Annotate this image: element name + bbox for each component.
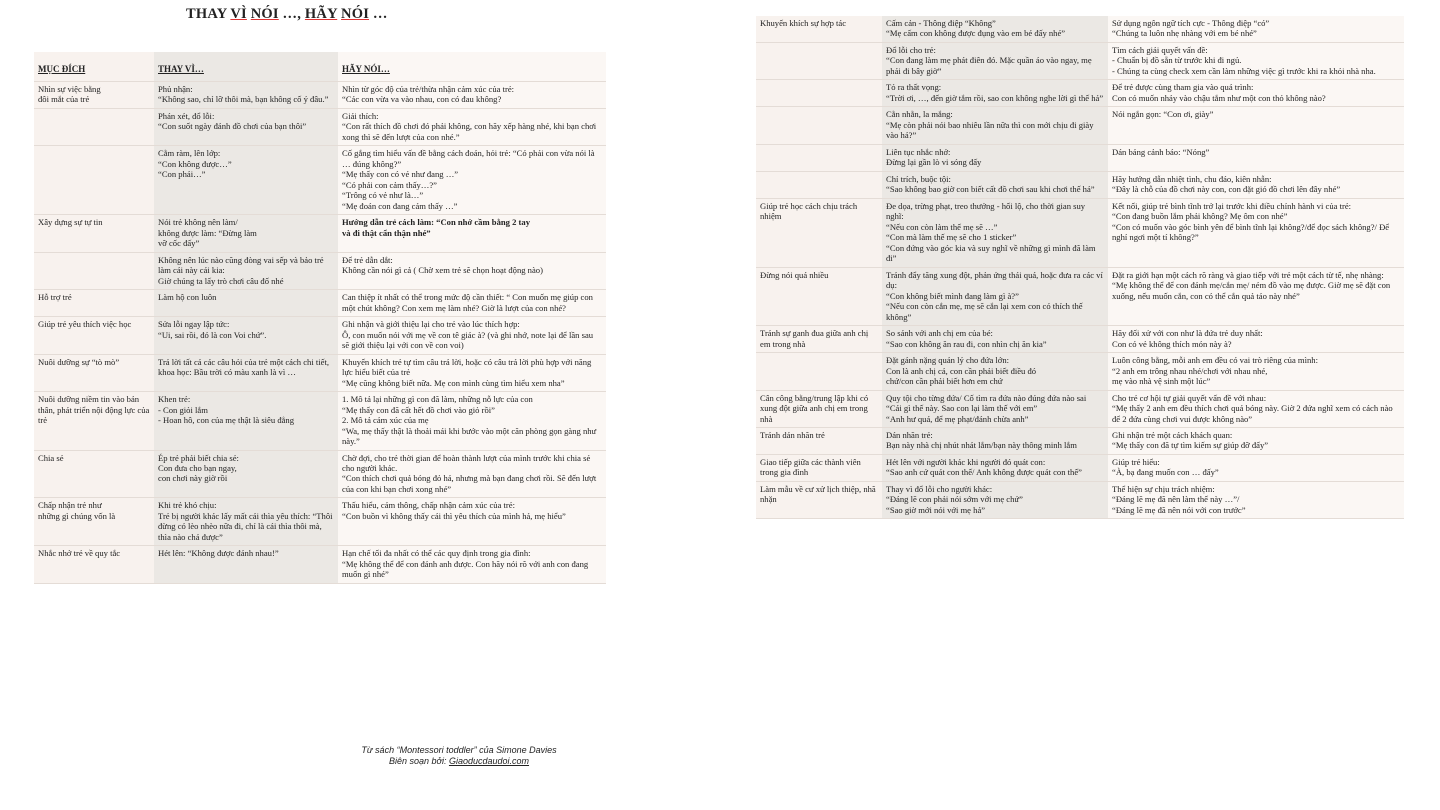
instead-cell — [882, 80, 1108, 107]
purpose-cell-text: Nuôi dưỡng niềm tin vào bản thân, phát triển nội động lực của trẻ — [38, 394, 150, 426]
title-part: NÓI — [341, 6, 370, 22]
purpose-cell — [756, 454, 882, 481]
purpose-cell-text: Nhắc nhở trẻ về quy tắc — [38, 548, 121, 559]
say-cell — [1108, 42, 1404, 79]
instead-cell — [882, 353, 1108, 390]
table-row — [756, 481, 1404, 518]
instead-cell — [882, 390, 1108, 427]
table-row — [756, 171, 1404, 198]
say-cell-text: Hướng dẫn trẻ cách làm: “Con nhớ cầm bằng 2 tay và đi thật cẩn thận nhé” — [342, 217, 530, 238]
table-row — [34, 392, 606, 450]
say-cell — [1108, 267, 1404, 325]
say-cell-text: Thể hiện sự chịu trách nhiệm: “Đáng lẽ mẹ đã nên làm thế này …”/ “Đáng lẽ mẹ đã nên nói với con trước” — [1112, 483, 1246, 515]
say-cell — [1108, 80, 1404, 107]
instead-cell — [882, 427, 1108, 454]
table-row — [34, 546, 606, 583]
right-page — [750, 0, 1404, 810]
header-say: HÃY NÓI… — [338, 52, 606, 81]
say-cell-text: Khuyến khích trẻ tự tìm câu trả lời, hoặc có câu trả lời phù hợp với năng lực hiểu biết của trẻ “Mẹ cũng không biết nữa. Mẹ con mình cùng tìm hiểu xem nha” — [342, 356, 592, 388]
purpose-cell — [34, 215, 154, 252]
purpose-cell — [34, 108, 154, 145]
credit-site-suffix: .com — [509, 756, 530, 767]
table-row — [756, 16, 1404, 42]
say-cell-text: Chờ đợi, cho trẻ thời gian để hoàn thành lượt của mình trước khi chia sẻ cho người khác. “Con thích chơi quả bóng đỏ hả, nhưng mà bạn đang chơi rồi. Sẽ đến lượt của con khi bạn chơi xong nhé” — [342, 452, 597, 494]
instead-cell-text: Hét lên với người khác khi người đó quát con: “Sao anh cứ quát con thế/ Anh không được quát con thế” — [886, 456, 1082, 478]
purpose-cell-text: Cân công bằng/trung lập khi có xung đột giữa anh chị em trong nhà — [760, 392, 869, 424]
say-cell — [1108, 16, 1404, 42]
purpose-cell — [756, 481, 882, 518]
say-cell — [338, 146, 606, 215]
instead-cell — [154, 108, 338, 145]
guide-table-left — [34, 52, 606, 584]
table-row — [34, 81, 606, 108]
purpose-cell — [756, 267, 882, 325]
table-row — [34, 252, 606, 289]
say-cell-text: Luôn công bằng, mỗi anh em đều có vai trò riêng của mình: “2 anh em trông nhau nhé/chơi với nhau nhé, mẹ vào nhà vệ sinh một lúc” — [1112, 355, 1318, 387]
say-cell — [338, 290, 606, 317]
instead-cell-text: Làm hộ con luôn — [158, 292, 217, 303]
say-cell — [338, 252, 606, 289]
instead-cell-text: Tránh đẩy tăng xung đột, phản ứng thái quá, hoặc đưa ra các ví dụ: “Con không biết mình đang làm gì à?” “Nếu con còn cắn mẹ, mẹ sẽ cắn lại xem con có thích thế không” — [886, 269, 1103, 322]
say-cell-text: Tìm cách giải quyết vấn đề: - Chuẩn bị đồ sẵn từ trước khi đi ngủ. - Chúng ta cùng check xem cần làm những việc gì trước khi ra khỏi nhà nha. — [1112, 44, 1376, 76]
title-part: VÌ — [230, 6, 247, 22]
purpose-cell — [34, 546, 154, 583]
say-cell — [338, 450, 606, 498]
instead-cell-text: Khen trẻ: - Con giỏi lắm - Hoan hô, con của mẹ thật là siêu đẳng — [158, 394, 295, 426]
purpose-cell-text: Giao tiếp giữa các thành viên trong gia đình — [760, 456, 861, 478]
instead-cell-text: Đe dọa, trừng phạt, treo thưởng - hối lộ, cho thời gian suy nghĩ: “Nếu con còn làm thế mẹ sẽ …” “Con mà làm thế mẹ sẽ cho 1 sticker” “Con đứng vào góc kia và suy nghĩ về những gì mình đã làm đi” — [886, 200, 1096, 264]
purpose-cell — [756, 390, 882, 427]
instead-cell — [154, 317, 338, 354]
say-cell — [338, 108, 606, 145]
say-cell — [338, 354, 606, 391]
instead-cell — [882, 481, 1108, 518]
say-cell — [1108, 107, 1404, 144]
instead-cell — [154, 498, 338, 546]
header-instead: THAY VÌ… — [154, 52, 338, 81]
say-cell-text: Nhìn từ góc độ của trẻ/thừa nhận cảm xúc của trẻ: “Các con vừa va vào nhau, con có đau không? — [342, 83, 515, 105]
credit-prefix: Biên soạn bởi: — [388, 756, 449, 767]
instead-cell-text: Sửa lỗi ngay lập tức: “Ui, sai rồi, đó là con Voi chứ”. — [158, 319, 267, 340]
table-row — [756, 42, 1404, 79]
purpose-cell — [756, 107, 882, 144]
purpose-cell — [34, 317, 154, 354]
instead-cell — [154, 146, 338, 215]
table-row — [34, 108, 606, 145]
purpose-cell-text: Giúp trẻ học cách chịu trách nhiệm — [760, 200, 858, 222]
instead-cell-text: Đặt gánh nặng quản lý cho đứa lớn: Con là anh chị cả, con cần phải biết điều đó chứ/con cần phải biết hơn em chứ — [886, 355, 1037, 387]
purpose-cell — [34, 498, 154, 546]
table-row — [756, 326, 1404, 353]
purpose-cell-text: Xây dựng sự tự tin — [38, 217, 103, 228]
say-cell — [1108, 198, 1404, 267]
table-row — [756, 454, 1404, 481]
instead-cell-text: Cằn nhằn, la mắng: “Mẹ còn phải nói bao nhiêu lần nữa thì con mới chịu đi giày vào hả?” — [886, 109, 1094, 141]
purpose-cell — [34, 392, 154, 450]
table-row — [756, 198, 1404, 267]
say-cell — [1108, 481, 1404, 518]
purpose-cell — [34, 146, 154, 215]
instead-cell-text: Chỉ trích, buộc tội: “Sao không bao giờ con biết cất đồ chơi sau khi chơi thế hả” — [886, 173, 1095, 195]
instead-cell-text: Dán nhãn trẻ: Bạn này nhà chị nhút nhát lắm/bạn này thông minh lắm — [886, 429, 1077, 451]
say-cell-text: Giải thích: “Con rất thích đồ chơi đó phải không, con hãy xếp hàng nhé, khi bạn chơi xong thì sẽ đến lượt của con nhé.” — [342, 110, 597, 142]
credit-line-book: Từ sách “Montessori toddler” của Simone Davies — [361, 745, 557, 755]
purpose-cell — [34, 290, 154, 317]
instead-cell — [882, 326, 1108, 353]
title-part: NÓI — [250, 6, 279, 22]
title-part: THAY — [186, 6, 231, 22]
say-cell — [338, 317, 606, 354]
table-row — [756, 80, 1404, 107]
purpose-cell — [34, 81, 154, 108]
say-cell-text: 1. Mô tả lại những gì con đã làm, những nỗ lực của con “Mẹ thấy con đã cất hết đồ chơi vào giỏ rồi” 2. Mô tả cảm xúc của mẹ “Wa, mẹ thấy thật là thoải mái khi bước vào một căn phòng gọn gàng như này.” — [342, 394, 597, 447]
source-credit — [314, 745, 604, 768]
table-header-row — [34, 52, 606, 81]
instead-cell — [882, 107, 1108, 144]
table-row — [756, 390, 1404, 427]
say-cell-text: Cho trẻ cơ hội tự giải quyết vấn đề với nhau: “Mẹ thấy 2 anh em đều thích chơi quả bóng này. Giờ 2 đứa nghĩ xem có cách nào để 2 đứa cùng chơi vui được không nào” — [1112, 392, 1393, 424]
instead-cell — [154, 450, 338, 498]
instead-cell-text: Quy tội cho từng đứa/ Cố tìm ra đứa nào đúng đứa nào sai “Cái gì thế này. Sao con lại làm thế với em” “Anh hư quá, để mẹ phạt/đánh chừa anh” — [886, 392, 1087, 424]
say-cell — [338, 215, 606, 252]
purpose-cell — [756, 80, 882, 107]
say-cell — [1108, 144, 1404, 171]
say-cell-text: Ghi nhận trẻ một cách khách quan: “Mẹ thấy con đã tự tìm kiếm sự giúp đỡ đấy” — [1112, 429, 1269, 451]
say-cell — [1108, 353, 1404, 390]
purpose-cell — [34, 354, 154, 391]
purpose-cell — [756, 326, 882, 353]
purpose-cell — [34, 252, 154, 289]
instead-cell — [154, 215, 338, 252]
header-purpose: MỤC ĐÍCH — [34, 52, 154, 81]
title-part: … — [369, 6, 388, 22]
instead-cell-text: Phủ nhận: “Không sao, chỉ lỡ thôi mà, bạn không cố ý đâu.” — [158, 83, 329, 105]
instead-cell — [882, 454, 1108, 481]
purpose-cell — [756, 171, 882, 198]
instead-cell — [154, 252, 338, 289]
table-row — [756, 353, 1404, 390]
title-part: HÃY — [304, 6, 338, 22]
say-cell — [338, 392, 606, 450]
instead-cell — [882, 144, 1108, 171]
page-title — [186, 6, 388, 23]
table-row — [756, 427, 1404, 454]
purpose-cell — [756, 16, 882, 42]
purpose-cell-text: Khuyến khích sự hợp tác — [760, 18, 847, 28]
purpose-cell — [756, 42, 882, 79]
purpose-cell-text: Chia sẻ — [38, 452, 64, 463]
credit-site-name: Giaoducdaudoi — [448, 756, 510, 767]
table-row — [34, 354, 606, 391]
say-cell — [338, 546, 606, 583]
instead-cell-text: So sánh với anh chị em của bé: “Sao con không ăn rau đi, con nhìn chị ăn kia” — [886, 328, 1047, 349]
instead-cell — [882, 198, 1108, 267]
purpose-cell-text: Chấp nhận trẻ như những gì chúng vốn là — [38, 500, 116, 521]
left-page — [28, 0, 606, 790]
table-row — [34, 146, 606, 215]
say-cell-text: Ghi nhận và giới thiệu lại cho trẻ vào lúc thích hợp: Ô, con muốn nói với mẹ về con tê giác à? (và ghi nhớ, note lại để lần sau sẽ giới thiệu lại với con về con voi) — [342, 319, 594, 351]
say-cell-text: Để trẻ được cùng tham gia vào quá trình: Con có muốn nhảy vào chậu tắm như một con thỏ không nào? — [1112, 82, 1326, 103]
instead-cell — [154, 290, 338, 317]
purpose-cell-text: Hỗ trợ trẻ — [38, 292, 72, 303]
instead-cell — [882, 267, 1108, 325]
purpose-cell-text: Làm mẫu về cư xử lịch thiệp, nhã nhặn — [760, 483, 876, 505]
purpose-cell — [756, 144, 882, 171]
say-cell — [1108, 326, 1404, 353]
purpose-cell — [756, 427, 882, 454]
instead-cell-text: Thay vì đổ lỗi cho người khác: “Đáng lẽ con phải nói sớm với mẹ chứ” “Sao giờ mới nói với mẹ hả” — [886, 483, 1023, 515]
instead-cell — [154, 81, 338, 108]
instead-cell-text: Phán xét, đổ lỗi: “Con suốt ngày đánh đồ chơi của bạn thôi” — [158, 110, 307, 132]
purpose-cell — [756, 198, 882, 267]
instead-cell — [882, 42, 1108, 79]
purpose-cell-text: Giúp trẻ yêu thích việc học — [38, 319, 132, 330]
table-row — [34, 215, 606, 252]
instead-cell — [154, 392, 338, 450]
say-cell-text: Hạn chế tối đa nhất có thể các quy định trong gia đình: “Mẹ không thể để con đánh anh được. Con hãy nói rõ với anh con đang muốn gì nhé” — [342, 548, 589, 580]
table-row — [34, 450, 606, 498]
say-cell-text: Hãy hướng dẫn nhiệt tình, chu đáo, kiên nhẫn: “Đây là chỗ của đồ chơi này con, con đặt gió đồ chơi lên đây nhé” — [1112, 173, 1341, 195]
purpose-cell-text: Nuôi dưỡng sự “tò mò” — [38, 356, 120, 367]
say-cell-text: Dán bảng cảnh báo: “Nóng” — [1112, 146, 1210, 157]
purpose-cell — [756, 353, 882, 390]
instead-cell-text: Đổ lỗi cho trẻ: “Con đang làm mẹ phát điên đó. Mặc quần áo vào ngay, mẹ phải đi bây giờ” — [886, 44, 1092, 76]
purpose-cell-text: Đừng nói quá nhiều — [760, 269, 829, 280]
instead-cell — [154, 354, 338, 391]
purpose-cell-text: Nhìn sự việc bằng đôi mắt của trẻ — [38, 83, 101, 105]
say-cell-text: Sử dụng ngôn ngữ tích cực - Thông điệp “có” “Chúng ta luôn nhẹ nhàng với em bé nhé” — [1112, 18, 1270, 39]
say-cell — [1108, 171, 1404, 198]
credit-site-link[interactable] — [449, 756, 529, 766]
say-cell — [1108, 427, 1404, 454]
instead-cell-text: Hét lên: “Không được đánh nhau!” — [158, 548, 279, 559]
instead-cell — [882, 16, 1108, 42]
instead-cell-text: Cằm ràm, lên lớp: “Con không được…” “Con phải…” — [158, 148, 232, 180]
say-cell — [338, 498, 606, 546]
say-cell-text: Nói ngắn gọn: “Con ơi, giày” — [1112, 109, 1214, 120]
instead-cell — [882, 171, 1108, 198]
table-row — [34, 317, 606, 354]
instead-cell — [154, 546, 338, 583]
purpose-cell-text: Tránh sự ganh đua giữa anh chị em trong nhà — [760, 328, 869, 349]
title-part: …, — [278, 6, 305, 22]
instead-cell-text: Ép trẻ phải biết chia sẻ: Con đưa cho bạn ngay, con chơi này giờ rồi — [158, 452, 239, 484]
instead-cell-text: Trả lời tất cả các câu hỏi của trẻ một cách chi tiết, khoa học: Bầu trời có màu xanh là vì … — [158, 356, 330, 378]
purpose-cell-text: Tránh dán nhãn trẻ — [760, 429, 825, 440]
table-row — [756, 144, 1404, 171]
credit-line-author — [314, 756, 604, 767]
instead-cell-text: Liên tục nhắc nhở: Đừng lại gần lò vi sóng đấy — [886, 146, 982, 168]
instead-cell-text: Nói trẻ không nên làm/ không được làm: “Đừng làm vỡ cốc đấy” — [158, 217, 257, 249]
say-cell-text: Can thiệp ít nhất có thể trong mức độ cần thiết: “ Con muốn mẹ giúp con một chút không? Con xem mẹ làm nhé? Giờ là lượt của con nhé? — [342, 292, 593, 313]
guide-table-right — [756, 16, 1404, 519]
say-cell-text: Hãy đối xử với con như là đứa trẻ duy nhất: Con có vẻ không thích món này à? — [1112, 328, 1263, 349]
table-row — [34, 498, 606, 546]
say-cell — [338, 81, 606, 108]
table-row — [34, 290, 606, 317]
table-row — [756, 267, 1404, 325]
instead-cell-text: Không nên lúc nào cũng đòng vai sếp và bảo trẻ làm cái này cái kia: Giờ chúng ta lấy trò chơi câu đố nhé — [158, 254, 324, 286]
instead-cell-text: Khi trẻ khó chịu: Trẻ bị người khác lấy mất cái thìa yêu thích: “Thôi đừng có lèo nhèo nữa đi, chỉ là cái thìa thôi mà, thìa nào chả được” — [158, 500, 333, 542]
say-cell-text: Kết nối, giúp trẻ bình tĩnh trở lại trước khi điều chỉnh hành vi của trẻ: “Con đang buồn lắm phải không? Mẹ ôm con nhé” “Con có muốn vào góc bình yên để bình tĩnh lại không?/để đọc sách không?/ Để nghỉ ngơi một tí không?” — [1112, 200, 1390, 243]
table-row — [756, 107, 1404, 144]
instead-cell-text: Tỏ ra thất vọng: “Trời ơi, …, đến giờ tắm rồi, sao con không nghe lời gì thế hả” — [886, 82, 1104, 103]
say-cell — [1108, 390, 1404, 427]
say-cell-text: Để trẻ dẫn dắt: Không cần nói gì cả ( Chờ xem trẻ sẽ chọn hoạt động nào) — [342, 254, 543, 276]
say-cell-text: Đặt ra giới hạn một cách rõ ràng và giao tiếp với trẻ một cách từ tế, nhẹ nhàng: “Mẹ không thể để con đánh mẹ/cắn mẹ/ ném đồ vào mẹ được. Giờ mẹ sẽ đặt con xuống, nếu muốn cắn, con có thể cắn quả táo này nhé” — [1112, 269, 1391, 301]
purpose-cell — [34, 450, 154, 498]
instead-cell-text: Cấm cản - Thông điệp “Không” “Mẹ cấm con không được đụng vào em bé đấy nhé” — [886, 18, 1066, 39]
say-cell-text: Giúp trẻ hiểu: “À, bạ đang muốn con … đấy” — [1112, 456, 1219, 478]
say-cell — [1108, 454, 1404, 481]
say-cell-text: Thấu hiểu, cảm thông, chấp nhận cảm xúc của trẻ: “Con buồn vì không thấy cái thì yêu thích của mình hả, mẹ hiểu” — [342, 500, 566, 521]
say-cell-text: Cố gắng tìm hiểu vấn đề bằng cách đoán, hỏi trẻ: “Có phải con vừa nói là … đúng không?” “Mẹ thấy con có vẻ như đang …” “Có phải con cảm thấy…?” “Trông có vẻ như là…” “Mẹ đoán con đang cảm thấy …” — [342, 148, 595, 211]
